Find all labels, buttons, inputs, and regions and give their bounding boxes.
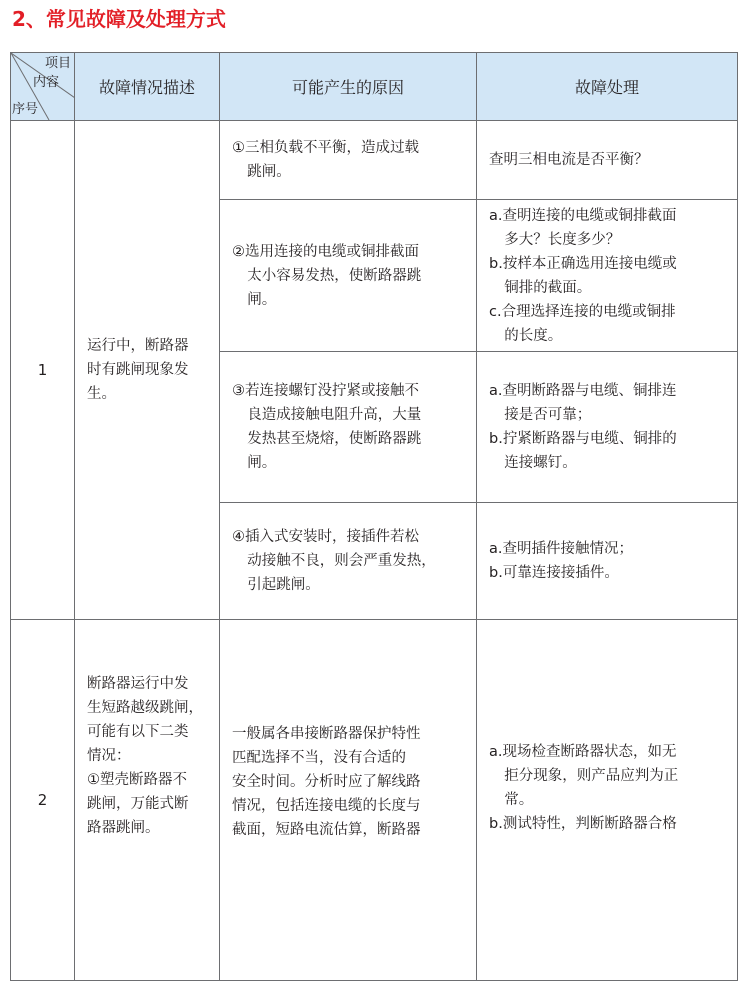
cause-cell [220,200,477,352]
text-line: 连接螺钉。 [504,455,577,471]
fault-table [10,52,738,981]
text-line: ④插入式安装时，接插件若松 [232,529,419,545]
text-line: 良造成接触电阻升高，大量 [247,407,422,423]
text-line: 生短路越级跳闸， [87,700,203,716]
text-line: ③若连接螺钉没拧紧或接触不 [232,383,419,399]
text-line: 跳闸，万能式断 [87,796,189,812]
table-row [11,620,738,981]
page-title: 2、常见故障及处理方式 [12,7,226,31]
text-line: 查明三相电流是否平衡？ [489,152,649,168]
text-line: 运行中，断路器 [87,338,189,354]
text-line: 生。 [87,386,116,402]
text-line: 跳闸。 [247,164,291,180]
col-header-desc: 故障情况描述 [75,53,220,121]
text-line: 接是否可靠； [504,407,592,423]
text-line: b.按样本正确选用连接电缆或 [489,255,677,272]
text-line: 情况，包括连接电缆的长度与 [232,798,421,814]
text-line: 闸。 [247,455,277,471]
corner-content-label: 内容 [33,75,60,90]
text-line: 一般属各串接断路器保护特性 [232,726,421,742]
fault-description [75,121,220,620]
text-line: c.合理选择连接的电缆或铜排 [489,303,676,320]
text-line: 拒分现象，则产品应判为正 [504,768,679,784]
text-line: 路器跳闸。 [87,820,160,836]
handle-cell [477,121,738,200]
text-line: 铜排的截面。 [504,279,592,296]
col-header-cause: 可能产生的原因 [220,53,477,121]
text-line: 可能有以下二类 [87,724,189,740]
text-line: a.查明插件接触情况； [489,541,633,557]
fault-description [75,620,220,981]
text-line: 闸。 [247,291,277,308]
text-line: 太小容易发热，使断路器跳 [247,267,422,284]
text-line: 安全时间。分析时应了解线路 [232,774,421,790]
text-line: b.测试特性，判断断路器合格 [489,816,677,832]
col-header-handle: 故障处理 [477,53,738,121]
text-line: 截面，短路电流估算，断路器 [232,822,421,838]
text-line: ①塑壳断路器不 [87,772,187,788]
text-line: ②选用连接的电缆或铜排截面 [232,243,419,260]
text-line: 的长度。 [504,327,563,344]
corner-item-label: 项目 [44,56,71,71]
text-line: 发热甚至烧熔，使断路器跳 [247,431,422,447]
cause-cell [220,121,477,200]
text-line: 时有跳闸现象发 [87,362,189,378]
row-number: 2 [11,620,75,981]
text-line: 多大？长度多少？ [504,231,621,248]
handle-cell [477,200,738,352]
table-row [11,121,738,200]
row-number: 1 [11,121,75,620]
corner-seq-label: 序号 [12,102,39,117]
handle-cell [477,503,738,620]
handle-cell [477,352,738,503]
text-line: 引起跳闸。 [247,577,320,593]
text-line: 常。 [504,792,534,808]
cause-cell [220,352,477,503]
text-line: 断路器运行中发 [87,676,189,692]
text-line: ①三相负载不平衡，造成过载 [232,140,419,156]
text-line: b.拧紧断路器与电缆、铜排的 [489,431,677,447]
cause-cell [220,503,477,620]
text-line: 情况： [87,748,131,764]
text-line: a.查明断路器与电缆、铜排连 [489,383,677,399]
cause-cell [220,620,477,981]
text-line: 匹配选择不当，没有合适的 [232,750,406,766]
corner-header [11,53,75,121]
table-header-row [11,53,738,121]
text-line: a.查明连接的电缆或铜排截面 [489,207,677,224]
handle-cell [477,620,738,981]
text-line: 动接触不良，则会严重发热， [247,553,436,569]
text-line: a.现场检查断路器状态，如无 [489,744,677,760]
text-line: b.可靠连接接插件。 [489,565,619,581]
